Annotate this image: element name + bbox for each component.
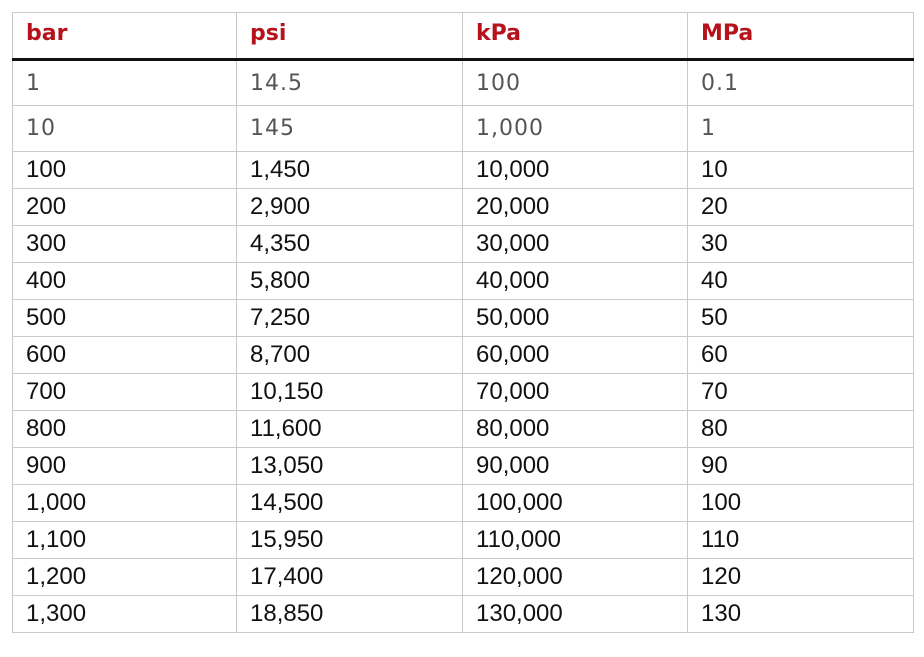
cell-bar: 300 bbox=[13, 226, 237, 263]
cell-mpa: 100 bbox=[688, 485, 914, 522]
cell-bar: 10 bbox=[13, 106, 237, 152]
cell-mpa: 120 bbox=[688, 559, 914, 596]
cell-kpa: 1,000 bbox=[463, 106, 688, 152]
cell-psi: 145 bbox=[237, 106, 463, 152]
cell-mpa: 20 bbox=[688, 189, 914, 226]
cell-psi: 10,150 bbox=[237, 374, 463, 411]
table-row bbox=[13, 263, 914, 300]
cell-bar: 700 bbox=[13, 374, 237, 411]
cell-mpa: 130 bbox=[688, 596, 914, 633]
column-header-bar: bar bbox=[13, 13, 237, 60]
column-header-mpa: MPa bbox=[688, 13, 914, 60]
cell-kpa: 110,000 bbox=[463, 522, 688, 559]
cell-psi: 11,600 bbox=[237, 411, 463, 448]
cell-bar: 100 bbox=[13, 152, 237, 189]
cell-kpa: 100,000 bbox=[463, 485, 688, 522]
table-row bbox=[13, 189, 914, 226]
table-row bbox=[13, 337, 914, 374]
cell-kpa: 10,000 bbox=[463, 152, 688, 189]
cell-kpa: 60,000 bbox=[463, 337, 688, 374]
table-row bbox=[13, 152, 914, 189]
cell-bar: 1,200 bbox=[13, 559, 237, 596]
cell-mpa: 60 bbox=[688, 337, 914, 374]
cell-kpa: 100 bbox=[463, 60, 688, 106]
table-row bbox=[13, 485, 914, 522]
cell-bar: 400 bbox=[13, 263, 237, 300]
cell-psi: 13,050 bbox=[237, 448, 463, 485]
table-row bbox=[13, 522, 914, 559]
cell-kpa: 90,000 bbox=[463, 448, 688, 485]
cell-psi: 15,950 bbox=[237, 522, 463, 559]
table-row bbox=[13, 411, 914, 448]
table-row bbox=[13, 226, 914, 263]
pressure-conversion-table bbox=[12, 12, 914, 633]
cell-mpa: 80 bbox=[688, 411, 914, 448]
cell-psi: 4,350 bbox=[237, 226, 463, 263]
column-header-psi: psi bbox=[237, 13, 463, 60]
cell-kpa: 30,000 bbox=[463, 226, 688, 263]
cell-psi: 14.5 bbox=[237, 60, 463, 106]
table-row bbox=[13, 559, 914, 596]
cell-bar: 600 bbox=[13, 337, 237, 374]
table-row bbox=[13, 374, 914, 411]
cell-mpa: 40 bbox=[688, 263, 914, 300]
cell-mpa: 90 bbox=[688, 448, 914, 485]
table-row bbox=[13, 60, 914, 106]
table-row bbox=[13, 448, 914, 485]
cell-bar: 800 bbox=[13, 411, 237, 448]
cell-kpa: 130,000 bbox=[463, 596, 688, 633]
cell-bar: 200 bbox=[13, 189, 237, 226]
cell-mpa: 30 bbox=[688, 226, 914, 263]
cell-kpa: 120,000 bbox=[463, 559, 688, 596]
table-row bbox=[13, 300, 914, 337]
cell-bar: 900 bbox=[13, 448, 237, 485]
cell-kpa: 40,000 bbox=[463, 263, 688, 300]
column-header-kpa: kPa bbox=[463, 13, 688, 60]
cell-bar: 1,300 bbox=[13, 596, 237, 633]
header-row bbox=[13, 13, 914, 60]
cell-bar: 1,000 bbox=[13, 485, 237, 522]
cell-psi: 2,900 bbox=[237, 189, 463, 226]
cell-mpa: 50 bbox=[688, 300, 914, 337]
cell-kpa: 70,000 bbox=[463, 374, 688, 411]
cell-mpa: 70 bbox=[688, 374, 914, 411]
cell-psi: 18,850 bbox=[237, 596, 463, 633]
cell-psi: 17,400 bbox=[237, 559, 463, 596]
cell-bar: 500 bbox=[13, 300, 237, 337]
cell-mpa: 1 bbox=[688, 106, 914, 152]
cell-psi: 8,700 bbox=[237, 337, 463, 374]
cell-bar: 1 bbox=[13, 60, 237, 106]
cell-mpa: 110 bbox=[688, 522, 914, 559]
table-row bbox=[13, 106, 914, 152]
table-header bbox=[13, 13, 914, 60]
cell-mpa: 0.1 bbox=[688, 60, 914, 106]
cell-kpa: 20,000 bbox=[463, 189, 688, 226]
cell-kpa: 50,000 bbox=[463, 300, 688, 337]
cell-psi: 14,500 bbox=[237, 485, 463, 522]
cell-psi: 1,450 bbox=[237, 152, 463, 189]
cell-bar: 1,100 bbox=[13, 522, 237, 559]
table-row bbox=[13, 596, 914, 633]
cell-psi: 7,250 bbox=[237, 300, 463, 337]
cell-kpa: 80,000 bbox=[463, 411, 688, 448]
cell-mpa: 10 bbox=[688, 152, 914, 189]
pressure-conversion-table-container bbox=[12, 12, 913, 633]
cell-psi: 5,800 bbox=[237, 263, 463, 300]
table-body bbox=[13, 60, 914, 633]
